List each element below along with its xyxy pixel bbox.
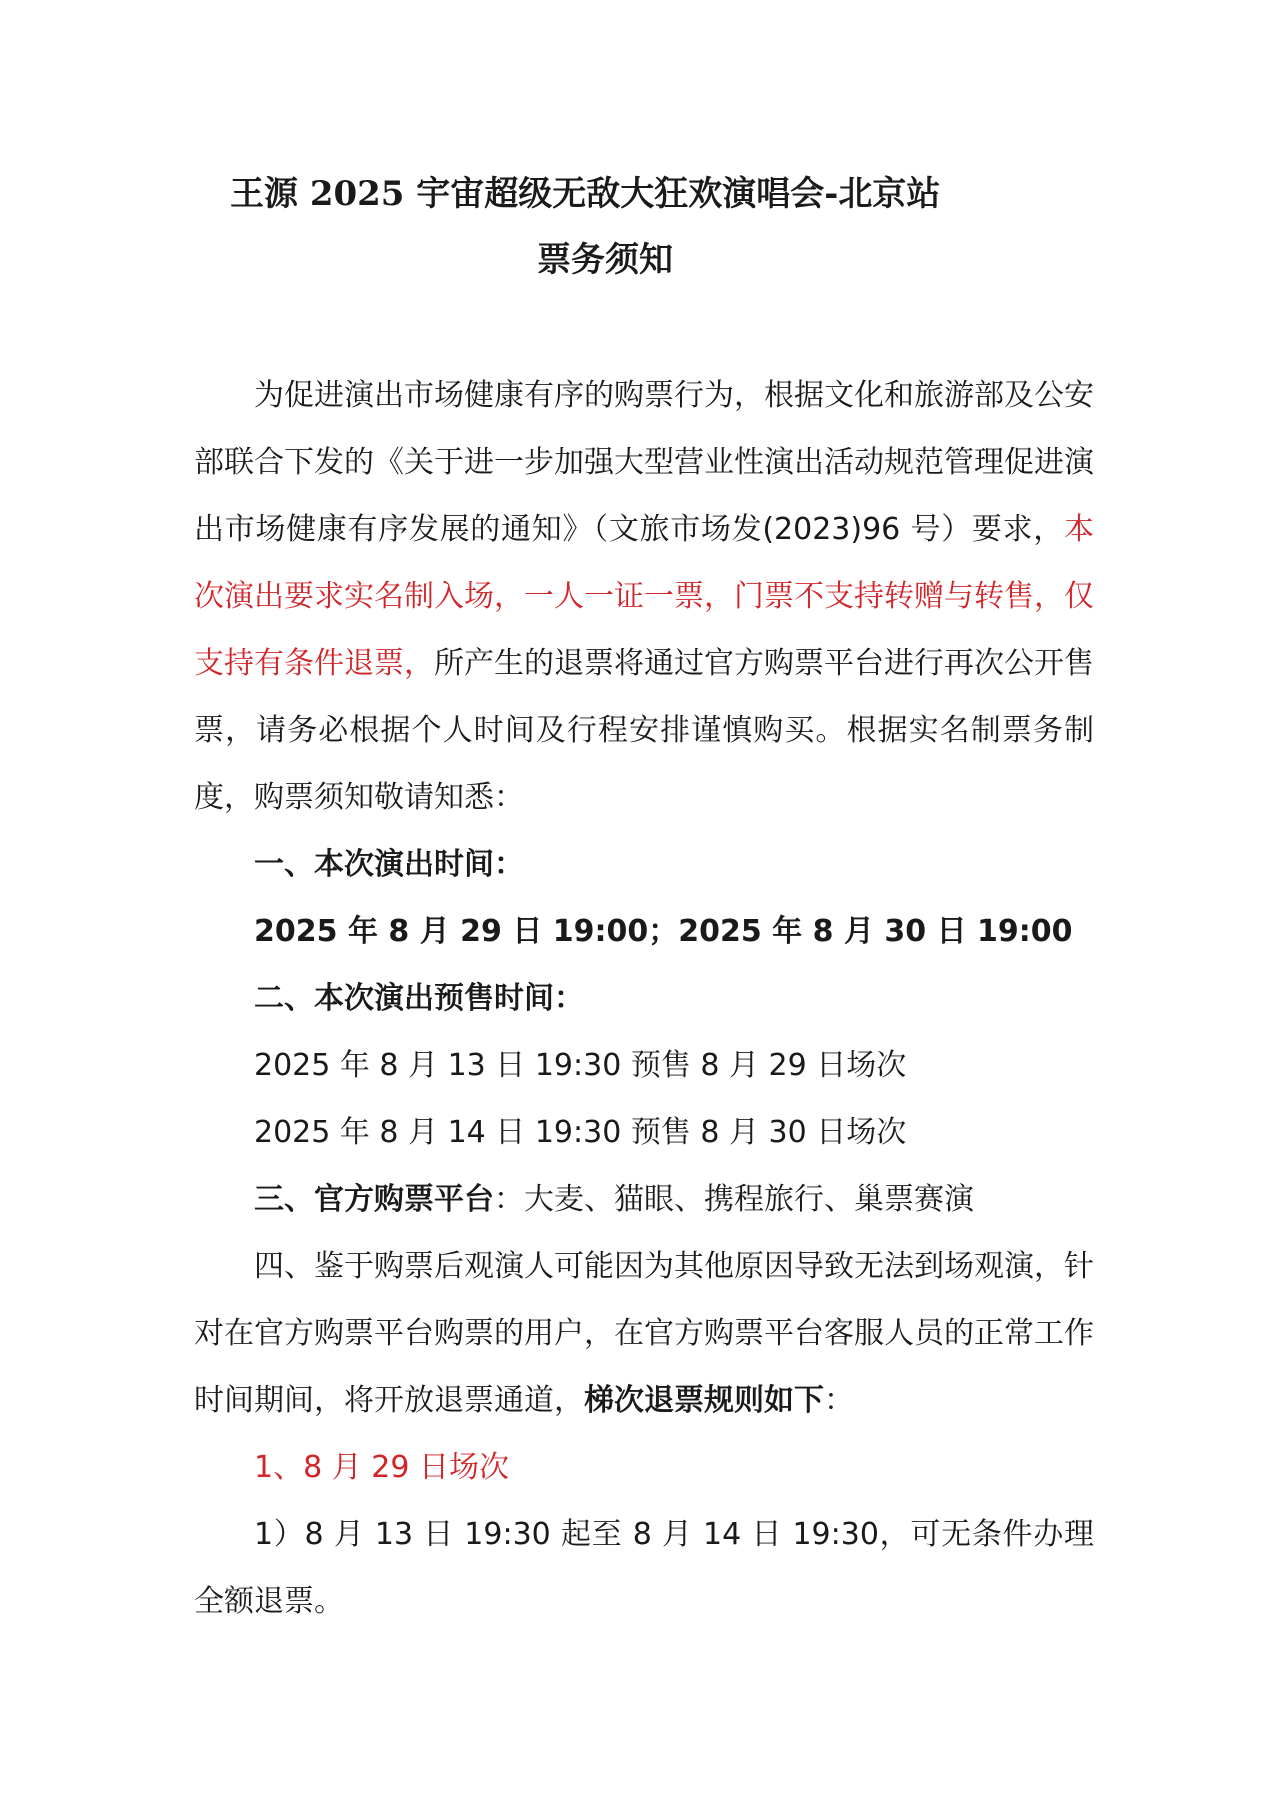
section1-times: 2025 年 8 月 29 日 19:00；2025 年 8 月 30 日 19:00 [254,914,1073,949]
section3-value: ：大麦、猫眼、携程旅行、巢票赛演 [494,1182,974,1217]
section4-paragraph [194,1233,1094,1434]
presale-line-1: 2025 年 8 月 13 日 19:30 预售 8 月 29 日场次 [254,1048,907,1083]
section1-heading: 一、本次演出时间： [254,847,524,882]
rule1-heading: 1、8 月 29 日场次 [254,1450,509,1485]
document-subtitle: 票务须知 [537,240,673,280]
section3-label: 三、官方购票平台 [254,1182,494,1217]
section2-heading: 二、本次演出预售时间： [254,981,584,1016]
intro-text-tail: 所产生的退票将通过官方购票平台进行再次公开售票，请务必根据个人时间及行程安排谨慎购买。根据实名制票务制度，购票须知敬请知悉： [194,646,1094,815]
section4-tail: ： [824,1383,854,1418]
document-title: 王源 2025 宇宙超级无敌大狂欢演唱会-北京站 [230,174,941,214]
presale-line-2: 2025 年 8 月 14 日 19:30 预售 8 月 30 日场次 [254,1115,907,1150]
intro-text: 为促进演出市场健康有序的购票行为，根据文化和旅游部及公安部联合下发的《关于进一步加强大型营业性演出活动规范管理促进演出市场健康有序发展的通知》（文旅市场发(2023)96 号）要求， [194,378,1094,547]
intro-highlight-red: 本次演出要求实名制入场，一人一证一票，门票不支持转赠与转售，仅支持有条件退票， [194,512,1094,681]
section4-bold: 梯次退票规则如下 [584,1383,824,1418]
rule1-item1: 1）8 月 13 日 19:30 起至 8 月 14 日 19:30，可无条件办理全额退票。 [194,1517,1094,1619]
section3-platforms [194,1166,1094,1233]
section4-text: 四、鉴于购票后观演人可能因为其他原因导致无法到场观演，针对在官方购票平台购票的用户，在官方购票平台客服人员的正常工作时间期间，将开放退票通道， [194,1249,1094,1418]
document-body [194,362,1094,1635]
intro-paragraph [194,362,1094,831]
